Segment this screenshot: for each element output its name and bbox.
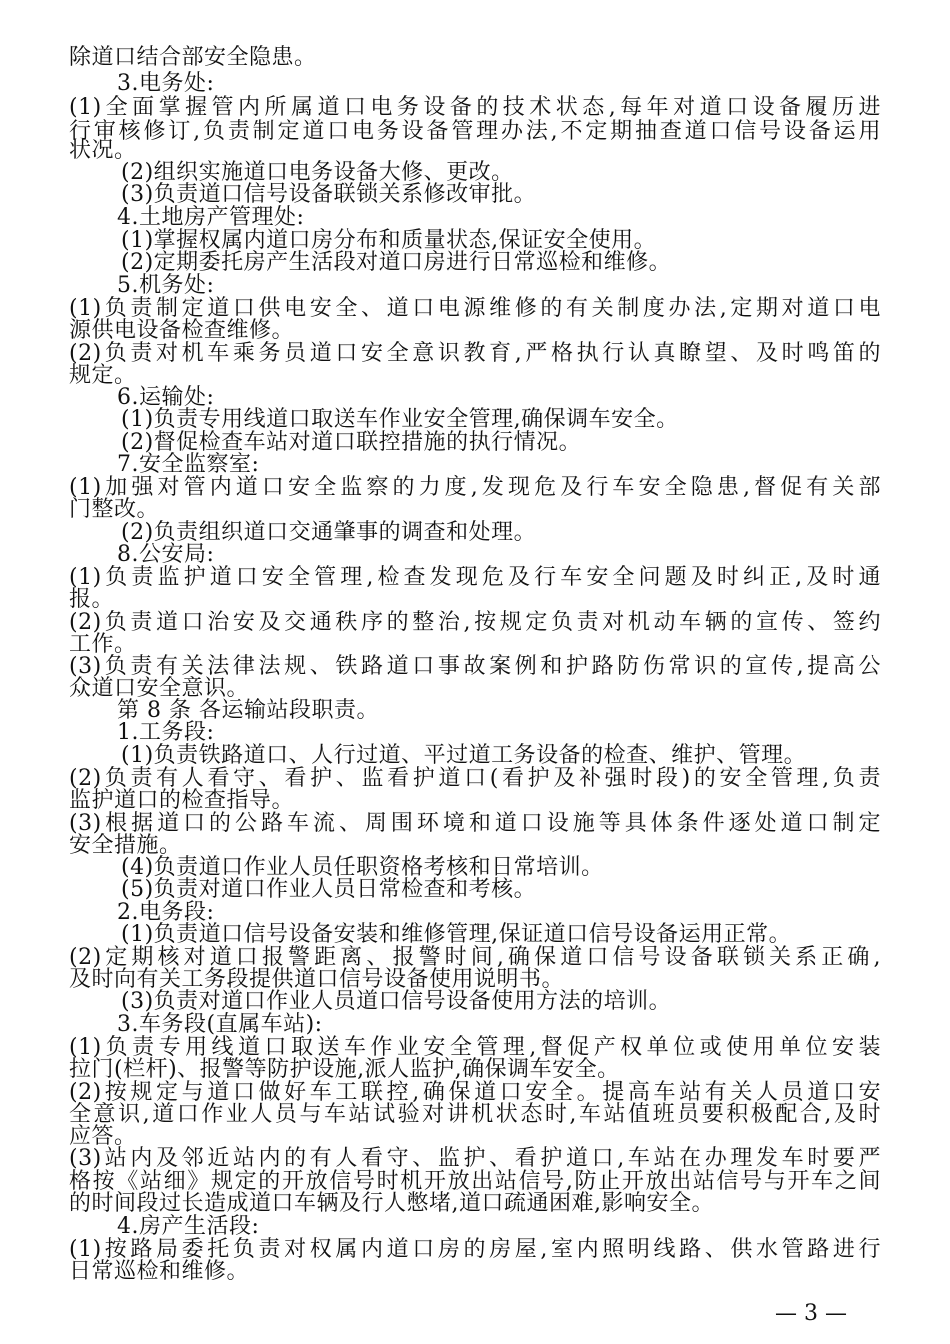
text-line: 安全措施。 bbox=[69, 833, 182, 858]
text-line: 源供电设备检查维修。 bbox=[69, 318, 295, 343]
text-line: 全意识,道口作业人员与车站试验对讲机状态时,车站值班员要积极配合,及时 bbox=[69, 1102, 881, 1127]
section-heading: 4.土地房产管理处: bbox=[117, 205, 305, 230]
text-line: (1)全面掌握管内所属道口电务设备的技术状态,每年对道口设备履历进 bbox=[69, 95, 881, 120]
text-line: (2)按规定与道口做好车工联控,确保道口安全。提高车站有关人员道口安 bbox=[69, 1080, 881, 1105]
text-line: (1)负责监护道口安全管理,检查发现危及行车安全问题及时纠正,及时通 bbox=[69, 565, 881, 590]
text-line: (2)负责对机车乘务员道口安全意识教育,严格执行认真瞭望、及时鸣笛的 bbox=[69, 341, 881, 366]
section-heading: 1.工务段: bbox=[117, 720, 215, 745]
text-line: (1)负责铁路道口、人行过道、平过道工务设备的检查、维护、管理。 bbox=[121, 743, 807, 768]
section-heading: 8.公安局: bbox=[117, 542, 215, 567]
text-line: 除道口结合部安全隐患。 bbox=[69, 45, 317, 70]
text-line: (3)根据道口的公路车流、周围环境和道口设施等具体条件逐处道口制定 bbox=[69, 811, 881, 836]
page-number: — 3 — bbox=[775, 1301, 847, 1326]
article-heading: 第 8 条 各运输站段职责。 bbox=[117, 698, 379, 723]
text-line: (1)掌握权属内道口房分布和质量状态,保证安全使用。 bbox=[121, 228, 657, 253]
text-line: (2)负责有人看守、看护、监看护道口(看护及补强时段)的安全管理,负责 bbox=[69, 766, 881, 791]
text-line: (3)负责对道口作业人员道口信号设备使用方法的培训。 bbox=[121, 989, 672, 1014]
text-line: (1)按路局委托负责对权属内道口房的房屋,室内照明线路、供水管路进行 bbox=[69, 1237, 881, 1262]
text-line: (4)负责道口作业人员任职资格考核和日常培训。 bbox=[121, 855, 604, 880]
text-line: (1)负责专用线道口取送车作业安全管理,督促产权单位或使用单位安装 bbox=[69, 1035, 881, 1060]
section-heading: 2.电务段: bbox=[117, 900, 215, 925]
text-line: (5)负责对道口作业人员日常检查和考核。 bbox=[121, 877, 537, 902]
text-line: (3)负责有关法律法规、铁路道口事故案例和护路防伤常识的宣传,提高公 bbox=[69, 654, 881, 679]
text-line: (2)督促检查车站对道口联控措施的执行情况。 bbox=[121, 430, 582, 455]
text-line: (3)负责道口信号设备联锁关系修改审批。 bbox=[121, 182, 537, 207]
text-line: 众道口安全意识。 bbox=[69, 676, 250, 701]
section-heading: 5.机务处: bbox=[117, 273, 215, 298]
text-line: 报。 bbox=[69, 587, 115, 612]
text-line: (1)加强对管内道口安全监察的力度,发现危及行车安全隐患,督促有关部 bbox=[69, 475, 881, 500]
section-heading: 3.车务段(直属车站): bbox=[117, 1012, 323, 1037]
text-line: 状况。 bbox=[69, 138, 137, 163]
text-line: 行审核修订,负责制定道口电务设备管理办法,不定期抽查道口信号设备运用 bbox=[69, 119, 881, 144]
text-line: (2)定期委托房产生活段对道口房进行日常巡检和维修。 bbox=[121, 250, 672, 275]
section-heading: 3.电务处: bbox=[117, 71, 215, 96]
section-heading: 4.房产生活段: bbox=[117, 1214, 260, 1239]
section-heading: 7.安全监察室: bbox=[117, 452, 260, 477]
text-line: 的时间段过长造成道口车辆及行人憋堵,道口疏通困难,影响安全。 bbox=[69, 1191, 714, 1216]
text-line: (2)负责组织道口交通肇事的调查和处理。 bbox=[121, 520, 537, 545]
text-line: (2)负责道口治安及交通秩序的整治,按规定负责对机动车辆的宣传、签约 bbox=[69, 610, 881, 635]
text-line: (3)站内及邻近站内的有人看守、监护、看护道口,车站在办理发车时要严 bbox=[69, 1146, 881, 1171]
text-line: (2)定期核对道口报警距离、报警时间,确保道口信号设备联锁关系正确, bbox=[69, 945, 881, 970]
text-line: (1)负责专用线道口取送车作业安全管理,确保调车安全。 bbox=[121, 407, 679, 432]
text-line: (1)负责制定道口供电安全、道口电源维修的有关制度办法,定期对道口电 bbox=[69, 296, 881, 321]
text-line: 规定。 bbox=[69, 363, 137, 388]
text-line: 监护道口的检查指导。 bbox=[69, 788, 295, 813]
text-line: 应答。 bbox=[69, 1124, 137, 1149]
text-line: 日常巡检和维修。 bbox=[69, 1259, 250, 1284]
section-heading: 6.运输处: bbox=[117, 385, 215, 410]
text-line: 拉门(栏杆)、报警等防护设施,派人监护,确保调车安全。 bbox=[69, 1057, 620, 1082]
text-line: 及时向有关工务段提供道口信号设备使用说明书。 bbox=[69, 967, 565, 992]
text-line: 工作。 bbox=[69, 632, 137, 657]
text-line: 门整改。 bbox=[69, 497, 160, 522]
text-line: (1)负责道口信号设备安装和维修管理,保证道口信号设备运用正常。 bbox=[121, 922, 792, 947]
text-line: (2)组织实施道口电务设备大修、更改。 bbox=[121, 160, 514, 185]
text-line: 格按《站细》规定的开放信号时机开放出站信号,防止开放出站信号与开车之间 bbox=[69, 1169, 881, 1194]
